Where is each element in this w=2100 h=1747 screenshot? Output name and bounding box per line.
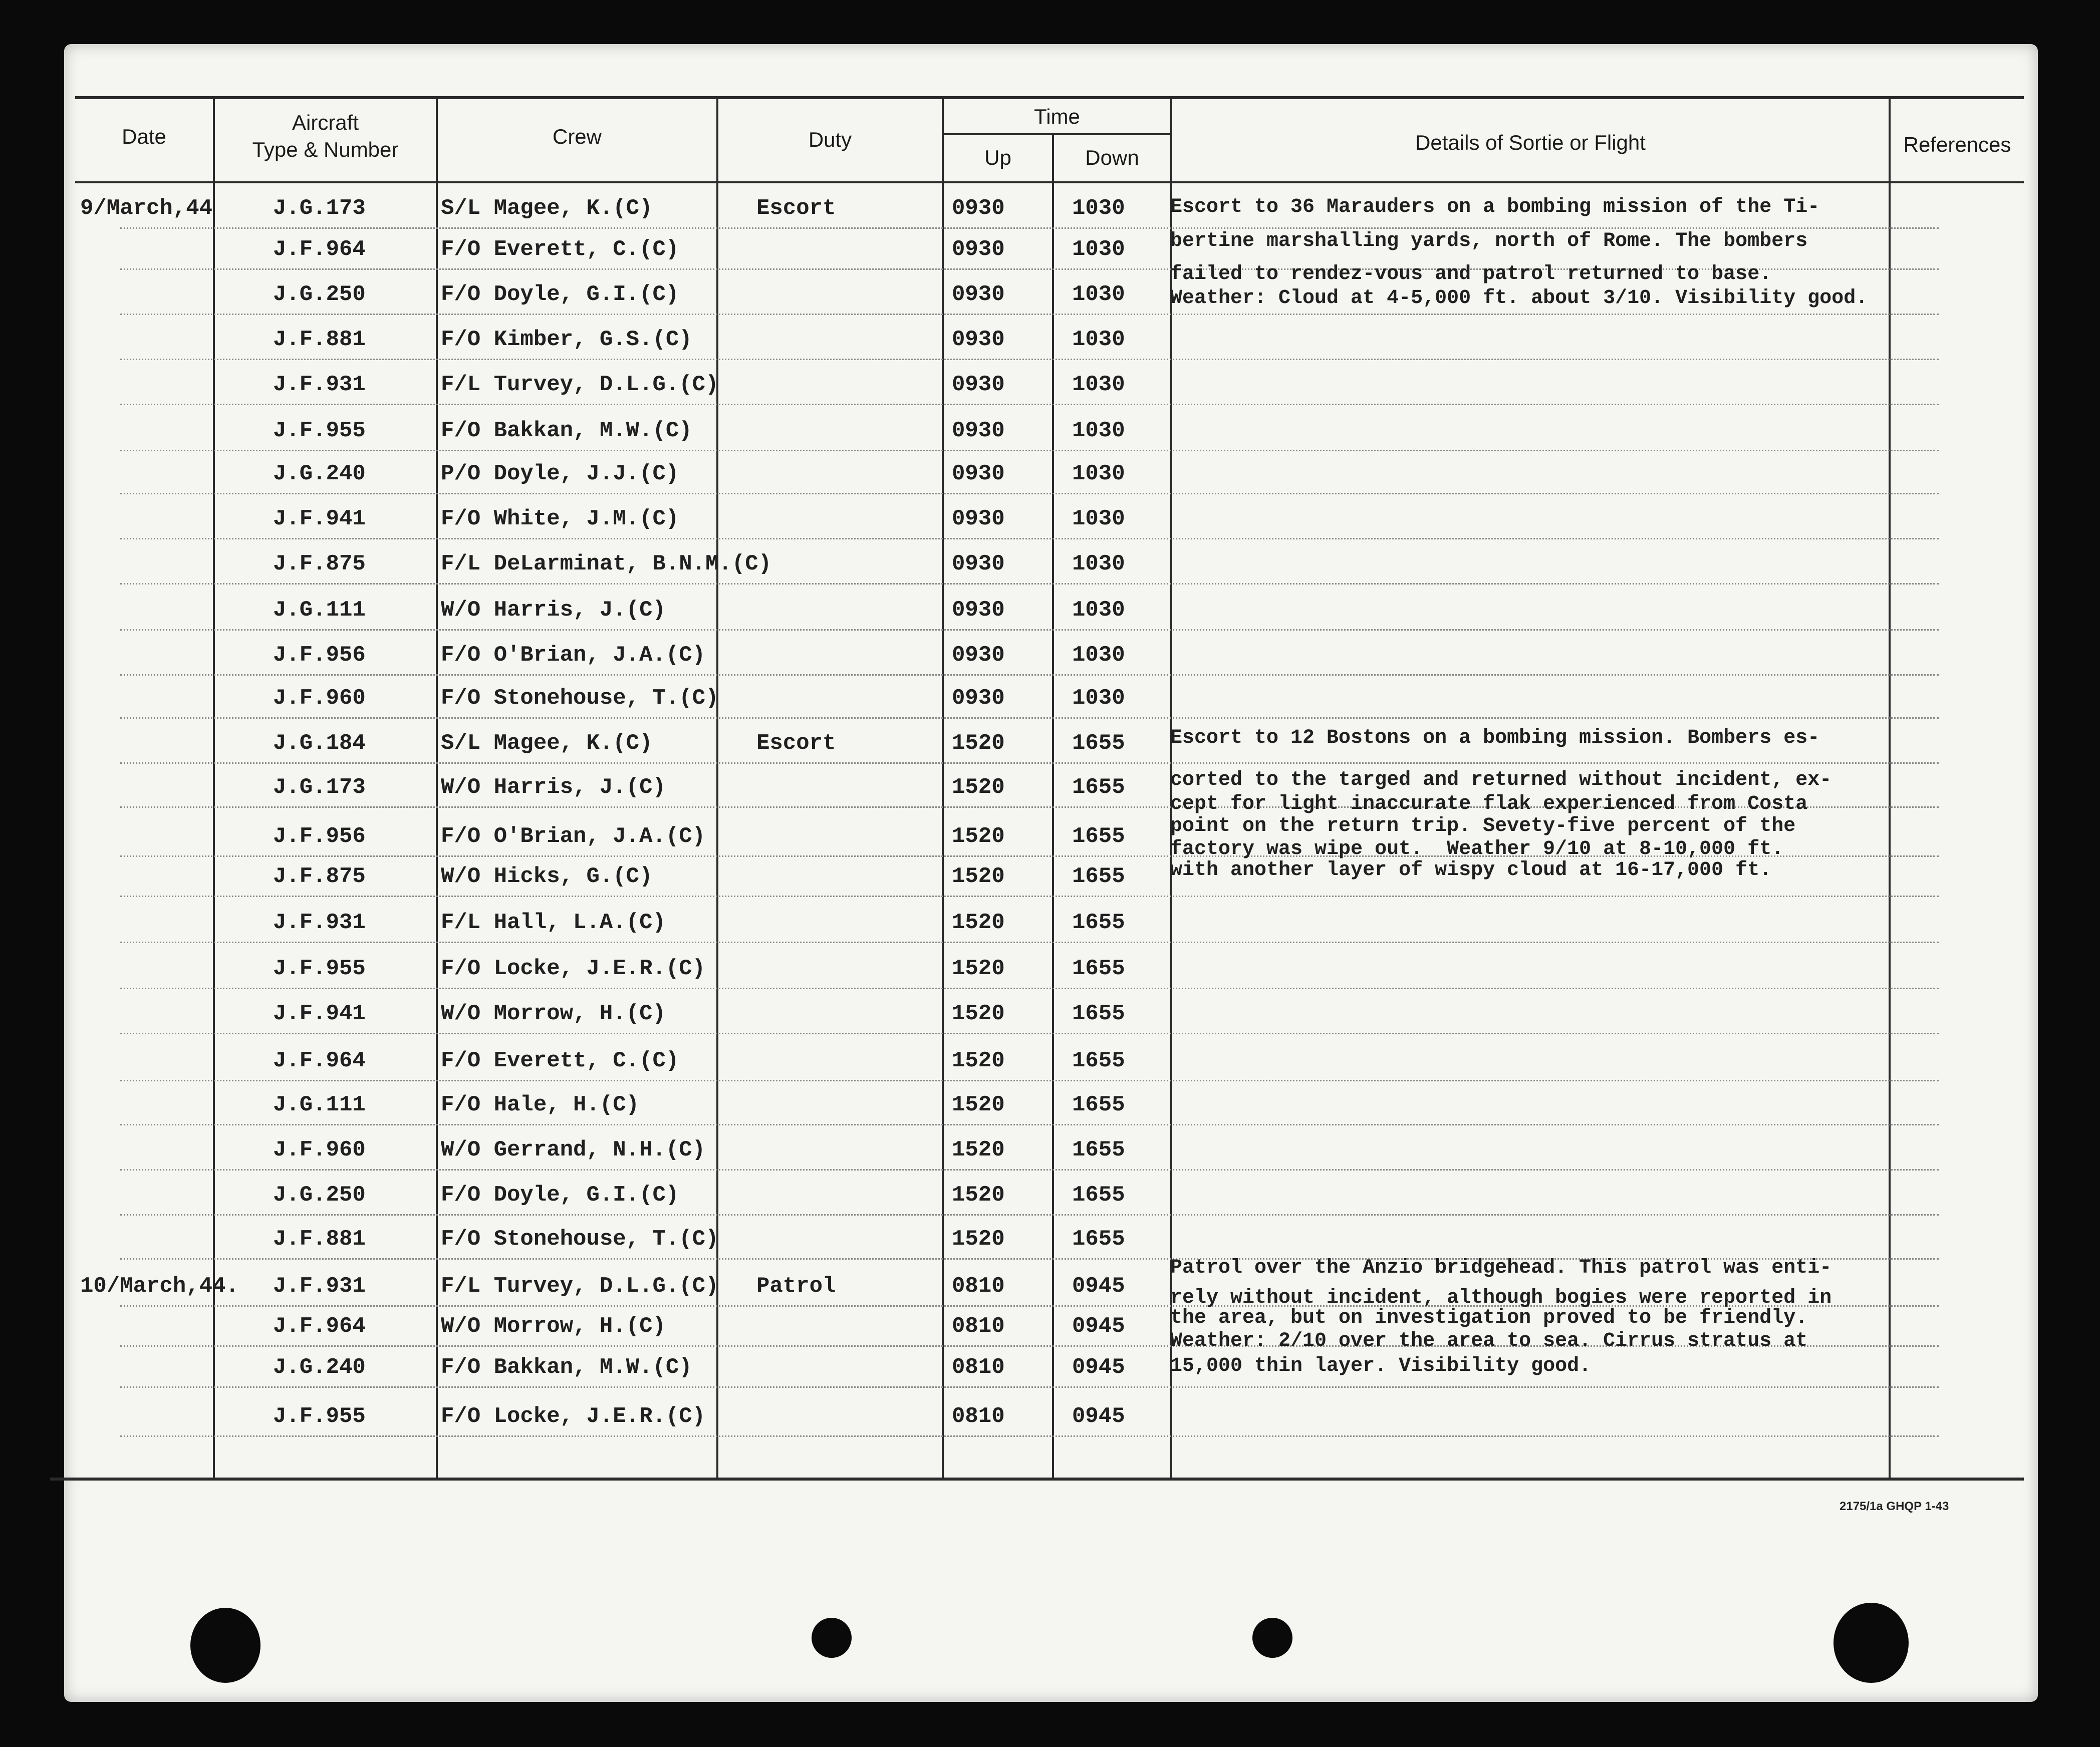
cell-crew: F/O Everett, C.(C): [441, 1048, 679, 1073]
cell-aircraft: J.G.173: [273, 775, 366, 800]
punch-hole: [1252, 1618, 1292, 1658]
detail-line: the area, but on investigation proved to be friendly.: [1170, 1307, 1808, 1329]
row-rule: [120, 538, 1939, 539]
detail-line: factory was wipe out. Weather 9/10 at 8-10,000 ft.: [1170, 838, 1784, 860]
cell-aircraft: J.F.875: [273, 864, 366, 889]
cell-crew: W/O Harris, J.(C): [441, 598, 666, 623]
row-rule: [120, 629, 1939, 631]
row-rule: [120, 493, 1939, 494]
cell-aircraft: J.F.881: [273, 1227, 366, 1252]
cell-aircraft: J.G.240: [273, 461, 366, 486]
cell-aircraft: J.F.960: [273, 686, 366, 711]
cell-down: 1030: [1072, 643, 1125, 668]
cell-crew: P/O Doyle, J.J.(C): [441, 461, 679, 486]
cell-down: 1030: [1072, 327, 1125, 352]
row-rule: [120, 1214, 1939, 1216]
cell-up: 0930: [952, 282, 1005, 307]
cell-crew: F/O Bakkan, M.W.(C): [441, 418, 692, 443]
cell-up: 0930: [952, 327, 1005, 352]
cell-down: 1655: [1072, 1183, 1125, 1208]
cell-up: 1520: [952, 1137, 1005, 1162]
cell-aircraft: J.F.955: [273, 956, 366, 981]
detail-line: corted to the targed and returned without incident, ex-: [1170, 769, 1832, 791]
detail-line: 15,000 thin layer. Visibility good.: [1170, 1355, 1592, 1377]
cell-crew: F/O Locke, J.E.R.(C): [441, 956, 706, 981]
cell-aircraft: J.F.941: [273, 506, 366, 531]
row-rule: [120, 404, 1939, 405]
cell-crew: F/L Hall, L.A.(C): [441, 910, 666, 935]
row-rule: [120, 359, 1939, 360]
cell-down: 0945: [1072, 1314, 1125, 1339]
row-rule: [120, 988, 1939, 989]
row-rule: [120, 227, 1939, 229]
cell-down: 1655: [1072, 864, 1125, 889]
cell-crew: F/O Everett, C.(C): [441, 237, 679, 262]
header-details: Details of Sortie or Flight: [1415, 131, 1646, 154]
cell-aircraft: J.F.955: [273, 1404, 366, 1429]
cell-down: 1655: [1072, 910, 1125, 935]
cell-aircraft: J.F.881: [273, 327, 366, 352]
cell-aircraft: J.F.964: [273, 237, 366, 262]
cell-up: 1520: [952, 824, 1005, 849]
cell-up: 1520: [952, 910, 1005, 935]
detail-line: bertine marshalling yards, north of Rome. The bombers: [1170, 230, 1808, 252]
cell-crew: F/O Bakkan, M.W.(C): [441, 1355, 692, 1380]
cell-crew: W/O Gerrand, N.H.(C): [441, 1137, 706, 1162]
cell-up: 0810: [952, 1314, 1005, 1339]
cell-aircraft: J.G.111: [273, 598, 366, 623]
cell-crew: F/O Stonehouse, T.(C): [441, 1227, 719, 1252]
cell-crew: F/L Turvey, D.L.G.(C): [441, 1274, 719, 1299]
cell-aircraft: J.F.931: [273, 1274, 366, 1299]
cell-down: 1030: [1072, 372, 1125, 397]
row-rule: [120, 583, 1939, 585]
row-rule: [120, 896, 1939, 897]
cell-down: 0945: [1072, 1274, 1125, 1299]
detail-line: failed to rendez-vous and patrol returned to base.: [1170, 263, 1772, 285]
cell-up: 0930: [952, 551, 1005, 576]
detail-line: point on the return trip. Sevety-five percent of the: [1170, 815, 1796, 837]
row-rule: [120, 674, 1939, 676]
cell-duty: Escort: [756, 731, 836, 756]
cell-aircraft: J.F.964: [273, 1048, 366, 1073]
cell-up: 1520: [952, 864, 1005, 889]
cell-up: 1520: [952, 1048, 1005, 1073]
cell-down: 0945: [1072, 1404, 1125, 1429]
cell-up: 1520: [952, 956, 1005, 981]
detail-line: Weather: 2/10 over the area to sea. Cirrus stratus at: [1170, 1330, 1808, 1352]
cell-up: 0930: [952, 643, 1005, 668]
cell-up: 1520: [952, 775, 1005, 800]
cell-up: 0930: [952, 598, 1005, 623]
cell-down: 1030: [1072, 418, 1125, 443]
row-rule: [120, 1435, 1939, 1437]
punch-hole: [812, 1618, 852, 1658]
form-code: 2175/1a GHQP 1-43: [1840, 1500, 1949, 1513]
row-rule: [120, 1386, 1939, 1388]
cell-up: 0810: [952, 1355, 1005, 1380]
cell-date: 9/March,44: [80, 196, 213, 221]
header-up: Up: [984, 146, 1011, 169]
cell-crew: F/O Locke, J.E.R.(C): [441, 1404, 706, 1429]
punch-hole: [190, 1608, 260, 1683]
cell-crew: F/O Doyle, G.I.(C): [441, 1183, 679, 1208]
row-rule: [120, 450, 1939, 451]
cell-down: 1655: [1072, 1001, 1125, 1026]
cell-down: 0945: [1072, 1355, 1125, 1380]
header-date: Date: [122, 125, 166, 148]
cell-down: 1655: [1072, 731, 1125, 756]
cell-crew: F/L DeLarminat, B.N.M.(C): [441, 551, 772, 576]
detail-line: cept for light inaccurate flak experienced from Costa: [1170, 793, 1808, 815]
cell-up: 1520: [952, 1092, 1005, 1117]
cell-crew: F/L Turvey, D.L.G.(C): [441, 372, 719, 397]
row-rule: [120, 942, 1939, 943]
cell-aircraft: J.F.941: [273, 1001, 366, 1026]
cell-down: 1655: [1072, 824, 1125, 849]
header-duty: Duty: [808, 128, 852, 151]
detail-line: Patrol over the Anzio bridgehead. This patrol was enti-: [1170, 1257, 1832, 1279]
cell-up: 1520: [952, 731, 1005, 756]
cell-crew: W/O Morrow, H.(C): [441, 1314, 666, 1339]
cell-crew: S/L Magee, K.(C): [441, 731, 653, 756]
row-rule: [120, 314, 1939, 315]
cell-aircraft: J.G.250: [273, 1183, 366, 1208]
header-time: Time: [1034, 105, 1080, 128]
cell-up: 0810: [952, 1404, 1005, 1429]
cell-aircraft: J.F.956: [273, 824, 366, 849]
cell-up: 0930: [952, 372, 1005, 397]
cell-down: 1655: [1072, 956, 1125, 981]
cell-aircraft: J.G.184: [273, 731, 366, 756]
row-rule: [120, 1124, 1939, 1125]
cell-up: 1520: [952, 1227, 1005, 1252]
cell-crew: F/O O'Brian, J.A.(C): [441, 643, 706, 668]
detail-line: Escort to 36 Marauders on a bombing mission of the Ti-: [1170, 196, 1820, 218]
cell-up: 0930: [952, 506, 1005, 531]
cell-down: 1655: [1072, 1048, 1125, 1073]
cell-aircraft: J.F.875: [273, 551, 366, 576]
cell-up: 1520: [952, 1183, 1005, 1208]
cell-duty: Patrol: [756, 1274, 836, 1299]
cell-down: 1030: [1072, 461, 1125, 486]
row-rule: [120, 762, 1939, 764]
cell-up: 0930: [952, 686, 1005, 711]
cell-up: 0810: [952, 1274, 1005, 1299]
cell-crew: F/O Kimber, G.S.(C): [441, 327, 692, 352]
detail-line: rely without incident, although bogies were reported in: [1170, 1287, 1832, 1309]
cell-crew: W/O Morrow, H.(C): [441, 1001, 666, 1026]
cell-up: 0930: [952, 237, 1005, 262]
cell-aircraft: J.G.250: [273, 282, 366, 307]
header-aircraft-line2: Type & Number: [252, 138, 399, 161]
row-rule: [120, 717, 1939, 719]
detail-line: Escort to 12 Bostons on a bombing mission. Bombers es-: [1170, 727, 1820, 749]
cell-up: 0930: [952, 196, 1005, 221]
cell-crew: F/O O'Brian, J.A.(C): [441, 824, 706, 849]
header-aircraft-line1: Aircraft: [292, 111, 359, 134]
row-rule: [120, 1080, 1939, 1081]
cell-duty: Escort: [756, 196, 836, 221]
cell-down: 1030: [1072, 237, 1125, 262]
cell-down: 1655: [1072, 1092, 1125, 1117]
cell-aircraft: J.G.240: [273, 1355, 366, 1380]
cell-crew: F/O Stonehouse, T.(C): [441, 686, 719, 711]
cell-down: 1030: [1072, 551, 1125, 576]
header-down: Down: [1085, 146, 1139, 169]
cell-aircraft: J.G.173: [273, 196, 366, 221]
detail-line: Weather: Cloud at 4-5,000 ft. about 3/10. Visibility good.: [1170, 287, 1868, 310]
cell-aircraft: J.F.964: [273, 1314, 366, 1339]
cell-down: 1655: [1072, 1137, 1125, 1162]
punch-hole: [1833, 1603, 1909, 1683]
cell-down: 1030: [1072, 598, 1125, 623]
cell-aircraft: J.F.955: [273, 418, 366, 443]
cell-up: 1520: [952, 1001, 1005, 1026]
header-crew: Crew: [552, 125, 602, 148]
cell-date: 10/March,44.: [80, 1274, 239, 1299]
detail-line: with another layer of wispy cloud at 16-17,000 ft.: [1170, 859, 1772, 882]
cell-aircraft: J.F.960: [273, 1137, 366, 1162]
cell-crew: F/O White, J.M.(C): [441, 506, 679, 531]
cell-aircraft: J.F.931: [273, 372, 366, 397]
cell-down: 1030: [1072, 686, 1125, 711]
cell-down: 1030: [1072, 282, 1125, 307]
cell-down: 1030: [1072, 196, 1125, 221]
cell-crew: W/O Harris, J.(C): [441, 775, 666, 800]
cell-up: 0930: [952, 418, 1005, 443]
header-references: References: [1903, 133, 2011, 156]
cell-up: 0930: [952, 461, 1005, 486]
row-rule: [120, 1169, 1939, 1171]
cell-aircraft: J.F.956: [273, 643, 366, 668]
cell-down: 1030: [1072, 506, 1125, 531]
cell-crew: S/L Magee, K.(C): [441, 196, 653, 221]
cell-down: 1655: [1072, 775, 1125, 800]
cell-aircraft: J.G.111: [273, 1092, 366, 1117]
cell-aircraft: J.F.931: [273, 910, 366, 935]
row-rule: [120, 1033, 1939, 1034]
cell-crew: F/O Doyle, G.I.(C): [441, 282, 679, 307]
cell-crew: F/O Hale, H.(C): [441, 1092, 640, 1117]
cell-crew: W/O Hicks, G.(C): [441, 864, 653, 889]
cell-down: 1655: [1072, 1227, 1125, 1252]
